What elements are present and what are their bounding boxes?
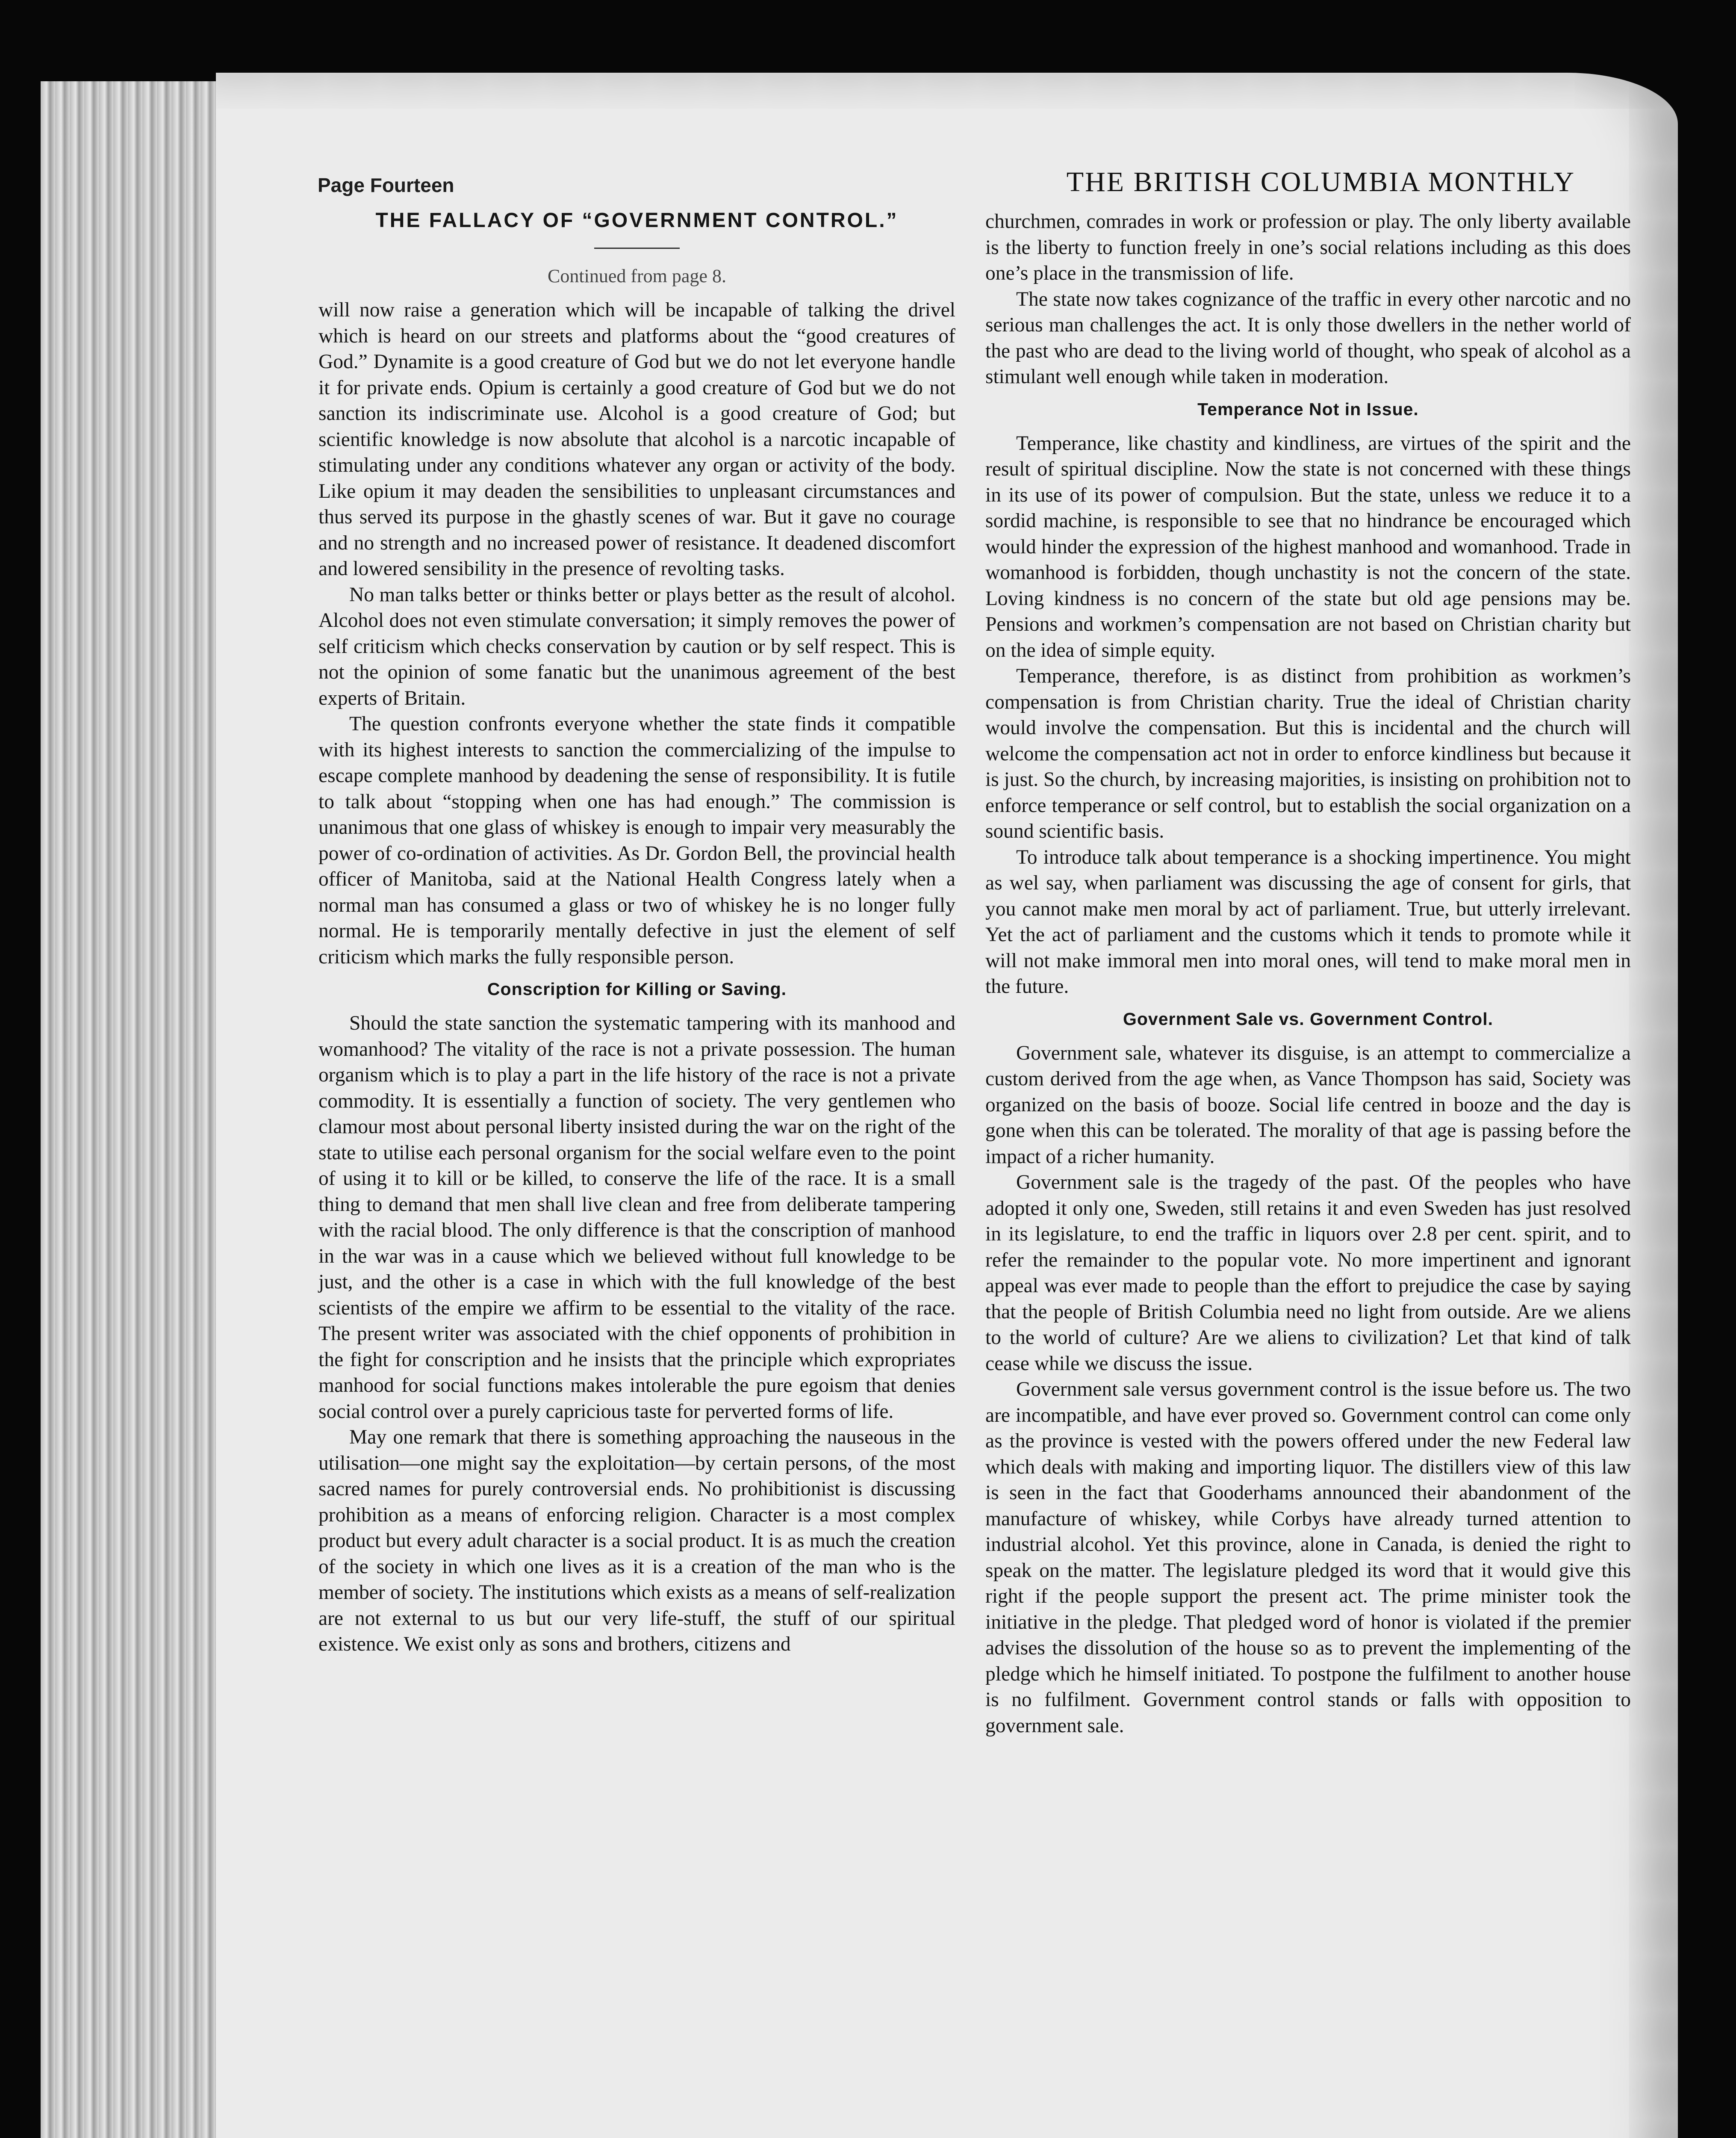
section-heading: Government Sale vs. Government Control. xyxy=(1123,1009,1494,1029)
paragraph: Government sale versus government control is the issue before us. The two are incompatible, and have ever proved so. Government control can come only as the province is vested with the powers offered under the new Federal law which deals with making and importing liquor. The distillers view of this law is seen in the fact that Gooderhams announced their abandonment of the manufacture of whiskey, while Corbys have already turned attention to industrial alcohol. Yet this province, alone in Canada, is denied the right to speak on the matter. The legislature pledged its word that it would give this right if the people support the present act. The prime minister took the initiative in the pledge. That pledged word of honor is violated if the premier advises the dissolution of the house so as to prevent the implementing of the pledge which he himself initiated. To postpone the fulfilment to another house is no fulfilment. Government control stands or falls with opposition to government sale. xyxy=(985,1378,1631,1737)
right-column xyxy=(985,209,1631,1739)
paragraph: No man talks better or thinks better or plays better as the result of alcohol. Alcohol does not even stimulate conversation; it simply removes the power of self criticism which checks conservation by caution or by self respect. This is not the opinion of some fanatic but the unanimous agreement of the best experts of Britain. xyxy=(318,583,955,709)
book-page-edges xyxy=(41,81,229,2138)
section-heading: Temperance Not in Issue. xyxy=(1197,399,1419,419)
paragraph: Temperance, therefore, is as distinct from prohibition as workmen’s compensation is from Christian charity. True the ideal of Christian charity would involve the compensation. But this is incidental and the church will welcome the compensation act not in order to enforce kindliness but because it is just. So the church, by increasing majorities, is insisting on prohibition not to enforce temperance or self control, but to establish the social organization on a sound scientific basis. xyxy=(985,665,1631,842)
left-column xyxy=(318,209,955,1657)
section-heading: Conscription for Killing or Saving. xyxy=(487,979,787,999)
page-number-label: Page Fourteen xyxy=(318,174,454,196)
article-title: THE FALLACY OF “GOVERNMENT CONTROL.” xyxy=(375,209,899,232)
paragraph: The question confronts everyone whether the state finds it compatible with its highest interests to sanction the commercializing of the impulse to escape complete manhood by deadening the sense of responsibility. It is futile to talk about “stopping when one has had enough.” The commission is unanimous that one glass of whiskey is enough to impair very measurably the power of co-ordination of activities. As Dr. Gordon Bell, the provincial health officer of Manitoba, said at the National Health Congress lately when a normal man has consumed a glass or two of whiskey he is no longer fully normal. He is temporarily mentally defective in just the element of self criticism which marks the fully responsible person. xyxy=(318,713,955,968)
paragraph: Temperance, like chastity and kindliness, are virtues of the spirit and the result of spiritual discipline. Now the state is not concerned with these things in its use of its power of compulsion. But the state, unless we reduce it to a sordid machine, is responsible to see that no hindrance be encouraged which would hinder the expression of the highest manhood and womanhood. Trade in womanhood is forbidden, though unchastity is not the concern of the state. Loving kindness is no concern of the state but old age pensions may be. Pensions and workmen’s compensation are not based on Christian charity but on the idea of simple equity. xyxy=(985,432,1631,661)
paragraph: To introduce talk about temperance is a shocking impertinence. You might as wel say, when parliament was discussing the age of consent for girls, that you cannot make men moral by act of parliament. True, but utterly irrelevant. Yet the act of parliament and the customs which it tends to promote while it will not make immoral men into moral ones, will tend to make moral men in the future. xyxy=(985,846,1631,998)
continued-note: Continued from page 8. xyxy=(548,266,726,286)
title-divider xyxy=(594,248,680,249)
magazine-page xyxy=(216,73,1678,2138)
paragraph: May one remark that there is something approaching the nauseous in the utilisation—one might say the exploitation—by certain persons, of the most sacred names for purely controversial ends. No prohibitionist is discussing prohibition as a means of enforcing religion. Character is a most complex product but every adult character is a social product. It is as much the creation of the society in which one lives as it is a creation of the man who is the member of society. The institutions which exists as a means of self-realization are not external to us but our very life-stuff, the stuff of our spiritual existence. We exist only as sons and brothers, citizens and xyxy=(318,1426,955,1655)
paragraph: Government sale, whatever its disguise, is an attempt to commercialize a custom derived from the age when, as Vance Thompson has said, Society was organized on the basis of booze. Social life centred in booze and the day is gone when this can be tolerated. The morality of that age is passing before the impact of a richer humanity. xyxy=(985,1042,1631,1168)
paragraph: The state now takes cognizance of the traffic in every other narcotic and no serious man challenges the act. It is only those dwellers in the nether world of the past who are dead to the living world of thought, who speak of alcohol as a stimulant well enough while taken in moderation. xyxy=(985,288,1631,388)
paragraph: churchmen, comrades in work or profession or play. The only liberty available is the liberty to function freely in one’s social relations including as this does one’s place in the transmission of life. xyxy=(985,210,1631,284)
publication-title: THE BRITISH COLUMBIA MONTHLY xyxy=(1066,166,1575,198)
paragraph: Government sale is the tragedy of the past. Of the peoples who have adopted it only one, Sweden, still retains it and even Sweden has just resolved in its legislature, to end the traffic in liquors over 2.8 per cent. spirit, and to refer the remainder to the popular vote. No more impertinent and ignorant appeal was ever made to people than the effort to prejudice the case by saying that the people of British Columbia need no light from outside. Are we aliens to the world of culture? Are we aliens to civilization? Let that kind of talk cease while we discuss the issue. xyxy=(985,1171,1631,1375)
paragraph: will now raise a generation which will be incapable of talking the drivel which is heard on our streets and platforms about the “good creatures of God.” Dynamite is a good creature of God but we do not let everyone handle it for private ends. Opium is certainly a good creature of God but we do not sanction its indiscriminate use. Alcohol is a good creature of God; but scientific knowledge is now absolute that alcohol is a narcotic incapable of stimulating under any conditions whatever any organ or activity of the body. Like opium it may deaden the sensibilities to unpleasant circumstances and thus served its purpose in the ghastly scenes of war. But it gave no courage and no strength and no increased power of resistance. It deadened discomfort and lowered sensibility in the presence of revolting tasks. xyxy=(318,299,955,580)
paragraph: Should the state sanction the systematic tampering with its manhood and womanhood? The vitality of the race is not a private possession. The human organism which is to play a part in the life history of the race is not a private commodity. It is essentially a function of society. The very gentlemen who clamour most about personal liberty insisted during the war on the right of the state to utilise each personal organism for the social welfare even to the point of using it to kill or be killed, to conserve the life of the race. It is a small thing to demand that men shall live clean and free from deliberate tampering with the racial blood. The only difference is that the conscription of manhood in the war was in a cause which we believed without full knowledge to be just, and the other is a case in which with the full knowledge of the best scientists of the empire we affirm to be essential to the vitality of the race. The present writer was associated with the chief opponents of prohibition in the fight for conscription and he insists that the principle which expropriates manhood for social functions makes intolerable the pure egoism that denies social control over a purely capricious taste for perverted forms of life. xyxy=(318,1012,955,1423)
